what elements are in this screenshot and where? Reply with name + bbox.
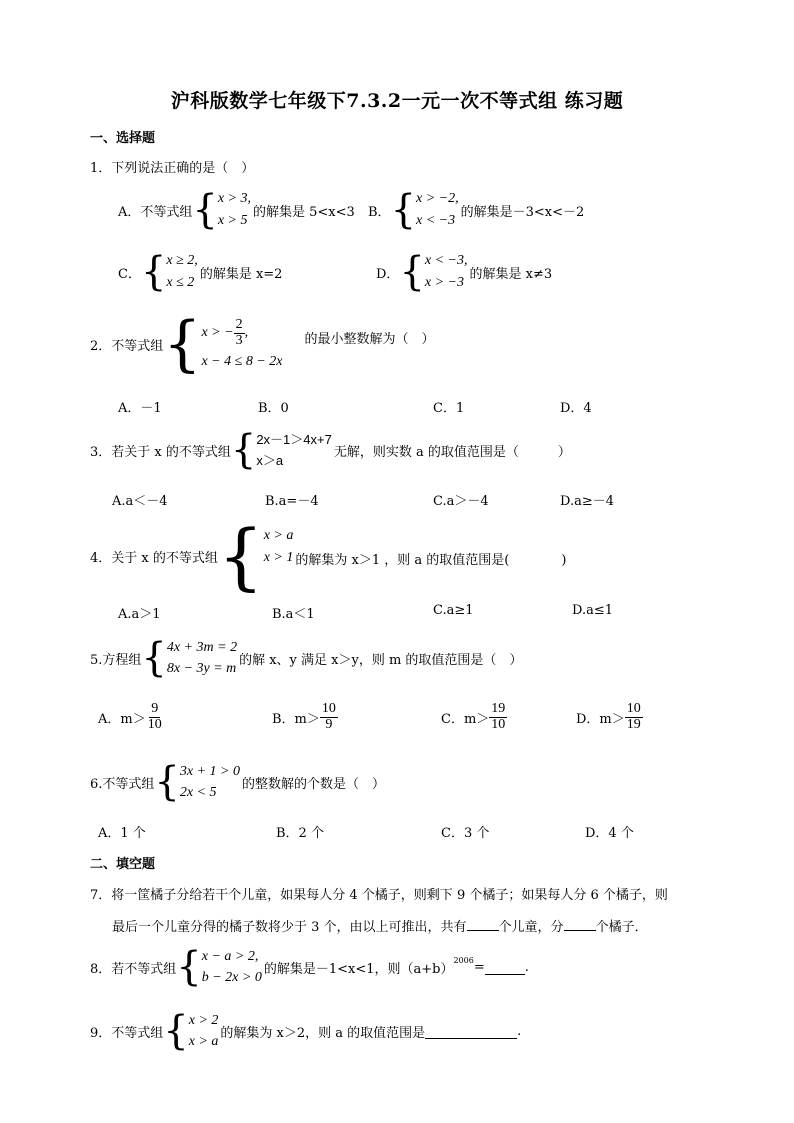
q5-system [167,637,237,679]
q4-stem: 4．关于 x 的不等式组 [90,550,218,566]
q6-stem: 6.不等式组 [90,776,155,792]
section-heading-fill: 二、填空题 [90,857,156,872]
system-line: x > −3 [424,275,464,290]
q9-stem: 9．不等式组 [90,1025,164,1041]
section-heading-choice: 一、选择题 [90,131,156,146]
q3-stem: 3．若关于 x 的不等式组 [90,444,231,460]
q4-option-c: C.a≥1 [433,603,474,618]
q3-option-d: D.a≥－4 [560,494,615,509]
system-line: 3x + 1 > 0 [179,764,240,779]
answer-blank[interactable] [485,960,525,975]
q8-stem-row [90,946,529,988]
q7-line-1: 7．将一筐橘子分给若干个儿童，如果每人分 4 个橘子，则剩下 9 个橘子；如果每人分 6 个橘子，则 [90,888,668,903]
answer-blank[interactable] [467,930,499,931]
q1-a-system [218,188,251,232]
q3-tail: 无解，则实数 a 的取值范围是（ ） [333,444,571,460]
q8-end: . [524,959,529,975]
q2-tail: 的最小整数解为（ ） [304,331,435,347]
answer-blank[interactable] [425,1024,517,1039]
system-line: x > a [263,528,294,543]
left-brace-icon: { [230,427,257,473]
option-label: A．m＞ [98,711,146,727]
system-line-text: x > − [201,325,234,340]
system-line: 2x－1＞4x+7 [256,432,332,447]
q9-tail: 的解集为 x＞2，则 a 的取值范围是 [220,1025,426,1041]
q7-text: 个橘子． [595,920,648,935]
q1-option-c [118,250,282,294]
q5-option-a [98,702,164,732]
q1-c-label: C． [118,266,141,282]
fraction [234,318,245,348]
system-line: x > 2 [188,1013,219,1028]
fraction [320,702,338,732]
q2-stem: 2．不等式组 [90,338,164,354]
q1-option-d [376,250,552,294]
system-line: x > 3, [217,191,252,206]
fraction-numerator: 10 [626,701,641,716]
q8-system [202,946,262,988]
left-brace-icon: { [390,187,417,233]
q1-b-label: B． [368,204,391,220]
system-line: x − a > 2, [201,949,259,964]
page-title: 沪科版数学七年级下7.3.2一元一次不等式组 练习题 [170,90,624,112]
q3-option-b: B.a=－4 [265,494,319,509]
left-brace-icon: { [163,309,202,379]
q8-exponent: 2006 [453,955,474,965]
q6-option-b: B．2 个 [276,826,324,841]
fraction-numerator: 9 [151,701,159,716]
system-line-text: , [244,325,249,340]
q2-system [201,318,282,370]
q3-option-c: C.a＞－4 [433,494,489,509]
q1-a-tail: 的解集是 5<x<3 [253,204,355,220]
q9-end: . [517,1023,522,1039]
q6-system [180,761,240,803]
q2-option-a: A．－1 [118,401,162,416]
option-label: D．m＞ [576,711,625,727]
q7-line-2 [112,916,648,935]
q4-system [264,525,294,569]
q1-stem: 1．下列说法正确的是（ ） [90,161,255,176]
system-line: 8x − 3y = m [166,661,237,676]
system-line: x > −2, [416,191,459,206]
q4-tail: 的解集为 x＞1 ，则 a 的取值范围是( ) [295,552,567,568]
q5-option-b [272,702,338,732]
answer-blank[interactable] [564,930,596,931]
q4-stem-row [90,514,567,598]
q2-option-c: C．1 [433,401,465,416]
left-brace-icon: { [217,514,264,598]
fraction-numerator: 19 [491,701,506,716]
system-line: 2x < 5 [179,785,217,800]
system-line: x ≥ 2, [166,253,198,268]
q3-stem-row [90,429,571,471]
system-line: x − 4 ≤ 8 − 2x [201,354,283,370]
q2-stem-row [90,309,435,379]
fraction [625,702,643,732]
system-line: x < −3, [424,253,468,268]
fraction [146,702,164,732]
q6-option-d: D．4 个 [585,826,634,841]
q7-text: 最后一个儿童分得的橘子数将少于 3 个，由以上可推出，共有 [112,920,467,935]
q1-d-label: D． [376,266,400,282]
option-label: C．m＞ [441,711,490,727]
system-line: 4x + 3m = 2 [166,640,238,655]
q4-option-a: A.a＞1 [118,607,161,622]
system-line: b − 2x > 0 [201,970,262,985]
q3-option-a: A.a＜－4 [112,494,168,509]
q6-stem-row [90,761,385,803]
q6-option-a: A．1 个 [98,826,146,841]
fraction-denominator: 10 [147,716,162,732]
option-label: B．m＞ [272,711,320,727]
system-line: x > 5 [217,213,248,228]
q3-system [256,429,332,471]
q7-text: 个儿童，分 [498,920,564,935]
q1-d-system [425,250,468,294]
left-brace-icon: { [141,635,167,681]
fraction [489,702,507,732]
q5-tail: 的解 x、y 满足 x＞y，则 m 的取值范围是（ ） [239,652,523,668]
left-brace-icon: { [140,249,167,295]
q1-option-a [118,188,355,232]
q1-a-label: A．不等式组 [118,204,193,220]
q8-tail: 的解集是－1<x<1，则（a+b） [263,961,454,977]
left-brace-icon: { [399,249,425,295]
q1-c-system [166,250,197,294]
q8-equals: = [473,959,485,975]
left-brace-icon: { [154,759,180,805]
system-line: x < −3 [416,213,456,228]
q5-option-c [441,702,507,732]
q6-option-c: C．3 个 [441,826,490,841]
system-line: x ≤ 2 [166,275,195,290]
q1-option-b [368,188,584,232]
left-brace-icon: { [192,187,218,233]
system-line: x > 1 [263,550,294,565]
q2-option-b: B．0 [258,401,289,416]
q1-c-tail: 的解集是 x=2 [199,266,283,282]
fraction-numerator: 10 [321,701,336,716]
q5-stem-row [90,637,522,679]
q6-tail: 的整数解的个数是（ ） [241,776,385,792]
q8-stem: 8．若不等式组 [90,961,177,977]
q1-d-tail: 的解集是 x≠3 [469,266,553,282]
left-brace-icon: { [176,944,202,990]
q1-b-system [416,188,459,232]
q1-b-tail: 的解集是－3<x<－2 [460,204,585,220]
fraction-denominator: 3 [235,332,243,348]
q5-stem: 5.方程组 [90,652,142,668]
q4-option-d: D.a≤1 [572,603,614,618]
q4-option-b: B.a＜1 [272,607,315,622]
q5-option-d [576,702,643,732]
left-brace-icon: { [163,1008,189,1054]
q2-option-d: D．4 [560,401,592,416]
system-line [201,318,282,348]
fraction-denominator: 10 [491,716,506,732]
fraction-denominator: 9 [325,716,333,732]
q9-stem-row [90,1010,521,1052]
q9-system [189,1010,219,1052]
system-line: x > a [188,1034,219,1049]
fraction-denominator: 19 [626,716,641,732]
system-line: x＞a [256,453,284,468]
fraction-numerator: 2 [235,316,243,332]
